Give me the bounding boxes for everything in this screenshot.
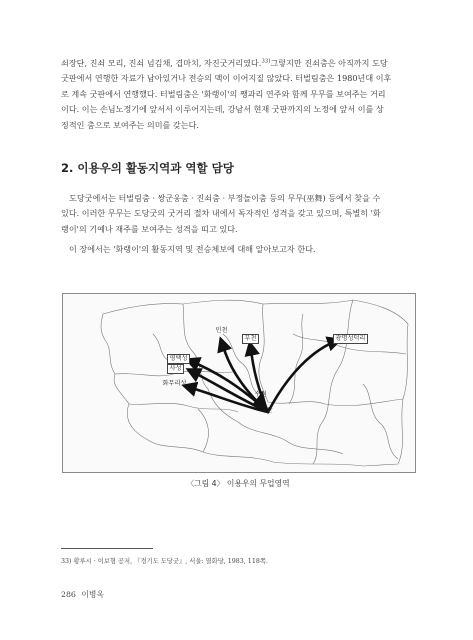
- paragraph-line: 이 장에서는 '화랭이'의 활동지역 및 전승체보에 대해 알아보고자 한다.: [69, 244, 316, 254]
- text-run: 쇠장단, 진쇠 모리, 진쇠 넘김채, 겹마치, 자진굿거리였다.: [61, 58, 262, 68]
- paragraph-line: 도당굿에서는 터벌림춤 · 쌍군웅춤 · 진쇠춤 · 부정놀이춤 등의 무무(巫舞) 등에서 찾을 수: [69, 193, 381, 203]
- paragraph-line: [61, 56, 413, 71]
- paragraph-line: 이다. 이는 손님노정기에 앞서서 이루어지는데, 강남서 현재 굿판까지의 노정에 앞서 이를 상: [61, 104, 384, 115]
- running-author: 이병옥: [81, 590, 104, 599]
- map-label-mincheon: 민천: [215, 327, 228, 334]
- activity-region-map: [62, 293, 416, 473]
- paragraph-line: 랭이'의 기예나 재주를 보여주는 성격을 띠고 있다.: [61, 223, 238, 234]
- map-label-hwaseong: 화무리성: [162, 380, 187, 387]
- body-paragraph-2: [61, 191, 413, 237]
- region-boundaries: [101, 300, 408, 466]
- footnote: 33) 황루시 · 이보형 공저, 『경기도 도당굿』, 서울: 열화당, 1983, 118쪽.: [61, 558, 268, 565]
- map-label-gwangju: 광명성덕리: [333, 334, 368, 344]
- map-drawing: [63, 294, 415, 472]
- map-label-bucheon: 부천: [242, 334, 259, 344]
- paragraph-line: 있다. 이러한 무무는 도당굿의 굿거리 절차 내에서 독자적인 성격을 갖고 있으며, 특별히 '화: [61, 208, 381, 219]
- footnote-marker[interactable]: 33): [261, 58, 271, 65]
- map-label-sanseong: 사성: [167, 364, 184, 374]
- route-arrows: [185, 340, 339, 412]
- route-to-gwangju: [268, 340, 339, 412]
- footnote-divider: [61, 548, 153, 549]
- text-run: 그렇지만 진쇠춤은 아직까지 도당: [270, 58, 388, 68]
- paragraph-line: 굿판에서 연행한 자료가 남아있거나 전승의 맥이 이어지질 않았다. 터벌림춤은 1980년대 이후: [61, 73, 392, 84]
- page-footer: [61, 589, 104, 600]
- body-paragraph-3: [61, 242, 413, 257]
- map-label-osan: 오산: [260, 407, 273, 414]
- section-heading: 2. 이용우의 활동지역과 역할 담당: [61, 161, 234, 175]
- body-paragraph-1: [61, 56, 413, 133]
- paragraph-line: 로 계속 굿판에서 연행했다. 터벌림춤은 '화랭이'의 쨍과리 연주와 함께 무무를 보여주는 거리: [61, 88, 386, 99]
- map-label-pyeongtaek: 평택성: [167, 354, 190, 364]
- figure-caption: 〈그림 4〉 이용우의 무업영역: [186, 479, 290, 488]
- map-label-suwon: 수원: [254, 391, 267, 398]
- page-number: 286: [61, 590, 76, 599]
- paragraph-line: 징적인 춤으로 보여주는 의미를 갖는다.: [61, 119, 199, 130]
